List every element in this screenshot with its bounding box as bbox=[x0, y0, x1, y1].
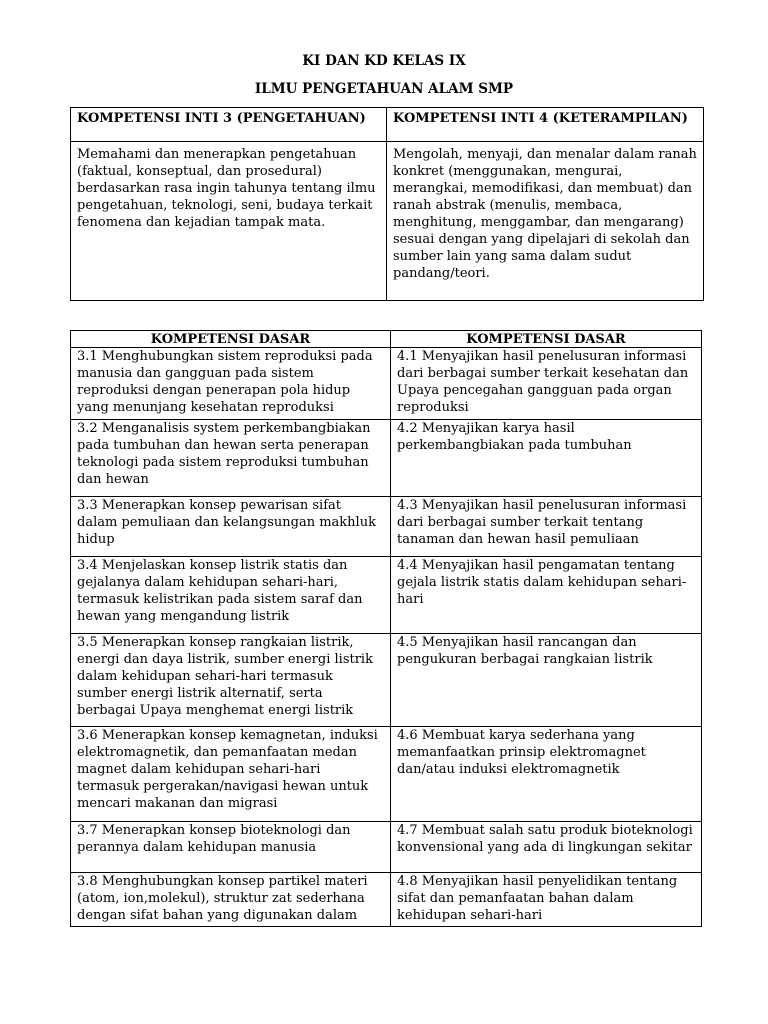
ki4-description: Mengolah, menyaji, dan menalar dalam ranah konkret (menggunakan, mengurai, merangkai, memodifikasi, dan membuat) dan ranah abstrak (menulis, membaca, menghitung, menggambar, dan mengarang) sesuai dengan yang dipelajari di sekolah dan sumber lain yang sama dalam sudut pandang/teori. bbox=[387, 142, 704, 301]
kd4-cell: 4.8 Menyajikan hasil penyelidikan tentang sifat dan pemanfaatan bahan dalam kehidupan sehari-hari bbox=[391, 873, 702, 927]
kd4-cell: 4.2 Menyajikan karya hasil perkembangbiakan pada tumbuhan bbox=[391, 420, 702, 497]
ki3-description: Memahami dan menerapkan pengetahuan (faktual, konseptual, dan prosedural) berdasarkan rasa ingin tahunya tentang ilmu pengetahuan, teknologi, seni, budaya terkait fenomena dan kejadian tampak mata. bbox=[71, 142, 387, 301]
kd3-cell: 3.8 Menghubungkan konsep partikel materi (atom, ion,molekul), struktur zat sederhana dengan sifat bahan yang digunakan dalam bbox=[71, 873, 391, 927]
table-row bbox=[71, 497, 702, 557]
kd3-cell: 3.6 Menerapkan konsep kemagnetan, induksi elektromagnetik, dan pemanfaatan medan magnet dalam kehidupan sehari-hari termasuk pergerakan/navigasi hewan untuk mencari makanan dan migrasi bbox=[71, 727, 391, 822]
table-row bbox=[71, 822, 702, 873]
document-title: KI DAN KD KELAS IX bbox=[302, 53, 466, 69]
table-row bbox=[71, 348, 702, 420]
kd3-cell: 3.7 Menerapkan konsep bioteknologi dan perannya dalam kehidupan manusia bbox=[71, 822, 391, 873]
kompetensi-inti-table bbox=[70, 107, 704, 301]
ki4-header: KOMPETENSI INTI 4 (KETERAMPILAN) bbox=[387, 108, 704, 142]
table-row bbox=[71, 634, 702, 727]
table-row bbox=[71, 420, 702, 497]
kd3-cell: 3.5 Menerapkan konsep rangkaian listrik, energi dan daya listrik, sumber energi listrik dalam kehidupan sehari-hari termasuk sumber energi listrik alternatif, serta berbagai Upaya menghemat energi listrik bbox=[71, 634, 391, 727]
table-row bbox=[71, 727, 702, 822]
kd3-cell: 3.1 Menghubungkan sistem reproduksi pada manusia dan gangguan pada sistem reproduksi dengan penerapan pola hidup yang menunjang kesehatan reproduksi bbox=[71, 348, 391, 420]
kd4-cell: 4.6 Membuat karya sederhana yang memanfaatkan prinsip elektromagnet dan/atau induksi elektromagnetik bbox=[391, 727, 702, 822]
table-row bbox=[71, 557, 702, 634]
kompetensi-dasar-table bbox=[70, 330, 702, 927]
ki-content-row bbox=[71, 142, 704, 301]
kd3-cell: 3.2 Menganalisis system perkembangbiakan pada tumbuhan dan hewan serta penerapan teknologi pada sistem reproduksi tumbuhan dan hewan bbox=[71, 420, 391, 497]
kd4-cell: 4.4 Menyajikan hasil pengamatan tentang gejala listrik statis dalam kehidupan sehari-hari bbox=[391, 557, 702, 634]
kd4-header: KOMPETENSI DASAR bbox=[391, 331, 702, 348]
ki-header-row bbox=[71, 108, 704, 142]
kd4-cell: 4.3 Menyajikan hasil penelusuran informasi dari berbagai sumber terkait tentang tanaman dan hewan hasil pemuliaan bbox=[391, 497, 702, 557]
kd4-cell: 4.5 Menyajikan hasil rancangan dan pengukuran berbagai rangkaian listrik bbox=[391, 634, 702, 727]
kd-header-row bbox=[71, 331, 702, 348]
ki3-header: KOMPETENSI INTI 3 (PENGETAHUAN) bbox=[71, 108, 387, 142]
kd3-header: KOMPETENSI DASAR bbox=[71, 331, 391, 348]
table-row bbox=[71, 873, 702, 927]
document-subtitle: ILMU PENGETAHUAN ALAM SMP bbox=[254, 81, 514, 97]
kd3-cell: 3.4 Menjelaskan konsep listrik statis dan gejalanya dalam kehidupan sehari-hari, termasuk kelistrikan pada sistem saraf dan hewan yang mengandung listrik bbox=[71, 557, 391, 634]
kd3-cell: 3.3 Menerapkan konsep pewarisan sifat dalam pemuliaan dan kelangsungan makhluk hidup bbox=[71, 497, 391, 557]
kd4-cell: 4.7 Membuat salah satu produk bioteknologi konvensional yang ada di lingkungan sekitar bbox=[391, 822, 702, 873]
kd4-cell: 4.1 Menyajikan hasil penelusuran informasi dari berbagai sumber terkait kesehatan dan Upaya pencegahan gangguan pada organ reproduksi bbox=[391, 348, 702, 420]
